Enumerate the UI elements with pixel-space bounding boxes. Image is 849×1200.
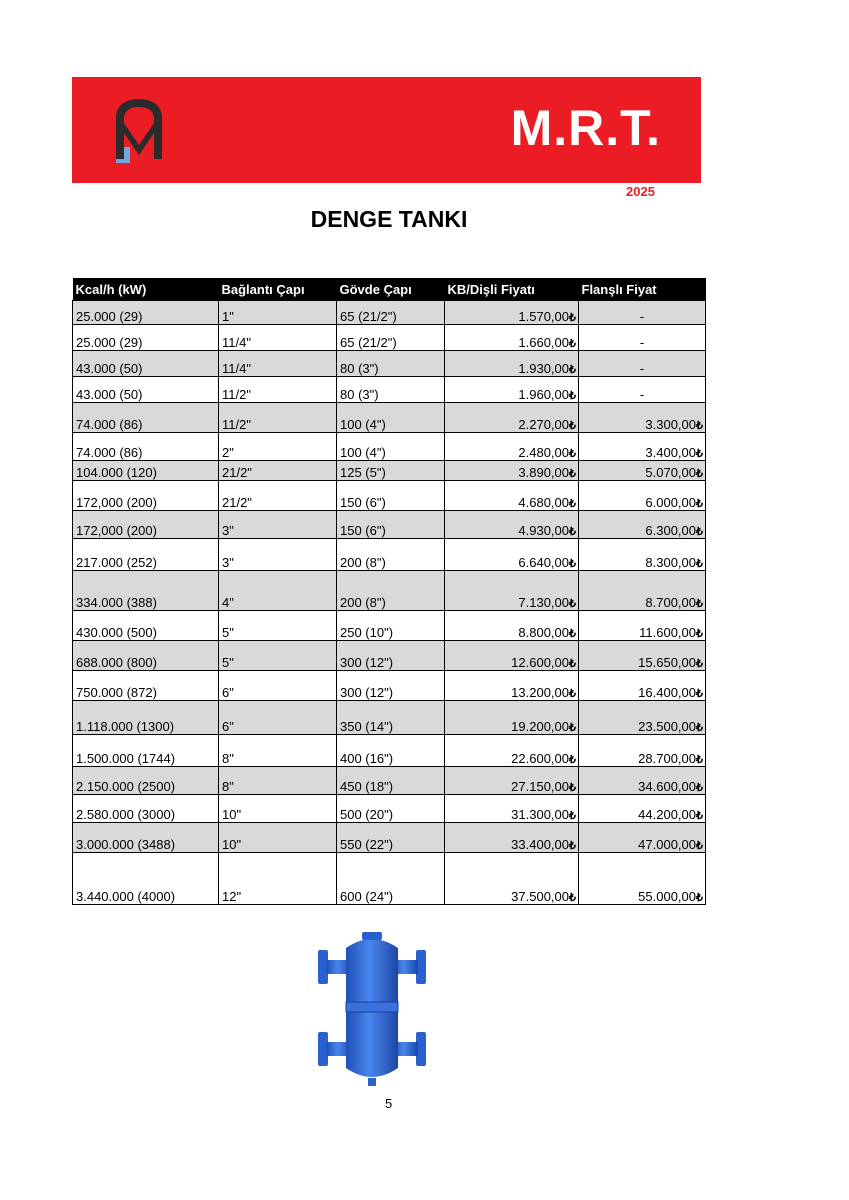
table-cell: 6" [219,671,337,701]
table-cell: 217.000 (252) [73,539,219,571]
currency-symbol: ₺ [696,498,703,510]
table-cell: 11.600,00₺ [579,611,706,641]
currency-symbol: ₺ [569,688,576,700]
table-cell: 11/2" [219,377,337,403]
currency-symbol: ₺ [569,558,576,570]
table-row [73,853,706,905]
table-cell: 47.000,00₺ [579,823,706,853]
table-cell: - [579,325,706,351]
table-cell: 10" [219,795,337,823]
table-cell: 65 (21/2") [337,301,445,325]
currency-symbol: ₺ [696,658,703,670]
currency-symbol: ₺ [569,892,576,904]
table-cell: 300 (12") [337,641,445,671]
table-row [73,701,706,735]
table-row [73,611,706,641]
table-cell: 65 (21/2") [337,325,445,351]
header-banner [72,77,701,183]
table-cell: 450 (18") [337,767,445,795]
currency-symbol: ₺ [569,526,576,538]
table-cell: 1.570,00₺ [445,301,579,325]
currency-symbol: ₺ [696,782,703,794]
table-cell: 8.700,00₺ [579,571,706,611]
table-row [73,823,706,853]
table-header-row [73,278,706,301]
table-cell: 1.960,00₺ [445,377,579,403]
table-cell: 6.640,00₺ [445,539,579,571]
currency-symbol: ₺ [696,420,703,432]
table-cell: 23.500,00₺ [579,701,706,735]
table-cell: 33.400,00₺ [445,823,579,853]
year-label: 2025 [626,184,655,199]
table-cell: 3.890,00₺ [445,461,579,481]
table-cell: 34.600,00₺ [579,767,706,795]
table-cell: 16.400,00₺ [579,671,706,701]
table-row [73,767,706,795]
table-cell: 172,000 (200) [73,481,219,511]
table-cell: 5" [219,641,337,671]
table-cell: - [579,377,706,403]
table-cell: 150 (6") [337,511,445,539]
table-cell: 44.200,00₺ [579,795,706,823]
table-row [73,481,706,511]
table-cell: 12.600,00₺ [445,641,579,671]
table-cell: 500 (20") [337,795,445,823]
currency-symbol: ₺ [569,782,576,794]
table-row [73,433,706,461]
column-header: Kcal/h (kW) [73,278,219,301]
table-cell: 25.000 (29) [73,325,219,351]
currency-symbol: ₺ [569,722,576,734]
table-cell: 74.000 (86) [73,433,219,461]
table-cell: 43.000 (50) [73,377,219,403]
table-row [73,461,706,481]
table-row [73,377,706,403]
table-cell: 4" [219,571,337,611]
table-cell: 200 (8") [337,571,445,611]
table-cell: 28.700,00₺ [579,735,706,767]
balance-tank-icon [312,928,432,1090]
currency-symbol: ₺ [569,810,576,822]
table-cell: - [579,301,706,325]
table-cell: 12" [219,853,337,905]
currency-symbol: ₺ [696,468,703,480]
table-cell: 3" [219,511,337,539]
table-cell: 11/4" [219,325,337,351]
mrt-logo-icon [110,93,168,167]
currency-symbol: ₺ [569,658,576,670]
column-header: Gövde Çapı [337,278,445,301]
table-cell: 15.650,00₺ [579,641,706,671]
table-row [73,511,706,539]
currency-symbol: ₺ [696,840,703,852]
table-row [73,795,706,823]
currency-symbol: ₺ [569,390,576,402]
table-cell: 80 (3") [337,377,445,403]
table-cell: 750.000 (872) [73,671,219,701]
table-cell: 21/2" [219,461,337,481]
currency-symbol: ₺ [569,754,576,766]
table-cell: 19.200,00₺ [445,701,579,735]
column-header: Flanşlı Fiyat [579,278,706,301]
table-cell: 334.000 (388) [73,571,219,611]
table-cell: 104.000 (120) [73,461,219,481]
table-cell: 688.000 (800) [73,641,219,671]
currency-symbol: ₺ [696,628,703,640]
table-cell: 80 (3") [337,351,445,377]
currency-symbol: ₺ [696,598,703,610]
table-cell: 1" [219,301,337,325]
currency-symbol: ₺ [696,892,703,904]
table-cell: 22.600,00₺ [445,735,579,767]
table-cell: 6.300,00₺ [579,511,706,539]
currency-symbol: ₺ [696,526,703,538]
currency-symbol: ₺ [696,722,703,734]
table-cell: 8" [219,767,337,795]
currency-symbol: ₺ [569,448,576,460]
table-cell: 31.300,00₺ [445,795,579,823]
table-cell: 550 (22") [337,823,445,853]
table-cell: 200 (8") [337,539,445,571]
table-cell: 6.000,00₺ [579,481,706,511]
column-header: Bağlantı Çapı [219,278,337,301]
table-cell: 13.200,00₺ [445,671,579,701]
table-row [73,325,706,351]
table-cell: 21/2" [219,481,337,511]
table-cell: 250 (10") [337,611,445,641]
table-cell: 2.270,00₺ [445,403,579,433]
table-cell: 8.300,00₺ [579,539,706,571]
table-cell: 7.130,00₺ [445,571,579,611]
table-cell: 150 (6") [337,481,445,511]
table-cell: 100 (4") [337,403,445,433]
table-cell: 1.930,00₺ [445,351,579,377]
table-cell: 300 (12") [337,671,445,701]
table-cell: 8" [219,735,337,767]
table-row [73,671,706,701]
page-title: DENGE TANKI [310,206,468,232]
table-row [73,351,706,377]
currency-symbol: ₺ [569,840,576,852]
table-cell: 3.440.000 (4000) [73,853,219,905]
table-cell: 400 (16") [337,735,445,767]
currency-symbol: ₺ [569,468,576,480]
table-cell: 100 (4") [337,433,445,461]
currency-symbol: ₺ [696,810,703,822]
table-cell: 5" [219,611,337,641]
currency-symbol: ₺ [696,688,703,700]
brand-name: M.R.T. [510,100,661,156]
table-cell: 5.070,00₺ [579,461,706,481]
table-cell: 10" [219,823,337,853]
table-cell: 1.660,00₺ [445,325,579,351]
currency-symbol: ₺ [696,754,703,766]
table-cell: 27.150,00₺ [445,767,579,795]
table-cell: 43.000 (50) [73,351,219,377]
column-header: KB/Dişli Fiyatı [445,278,579,301]
table-cell: 3.400,00₺ [579,433,706,461]
price-table [72,278,706,905]
table-cell: 4.930,00₺ [445,511,579,539]
table-cell: 172,000 (200) [73,511,219,539]
currency-symbol: ₺ [569,364,576,376]
table-cell: 350 (14") [337,701,445,735]
table-row [73,403,706,433]
page-number: 5 [385,1096,393,1111]
currency-symbol: ₺ [569,420,576,432]
table-cell: 11/2" [219,403,337,433]
table-cell: 74.000 (86) [73,403,219,433]
table-cell: 55.000,00₺ [579,853,706,905]
table-row [73,641,706,671]
table-cell: - [579,351,706,377]
currency-symbol: ₺ [569,338,576,350]
table-cell: 3.300,00₺ [579,403,706,433]
table-cell: 3" [219,539,337,571]
table-cell: 1.500.000 (1744) [73,735,219,767]
table-cell: 25.000 (29) [73,301,219,325]
table-cell: 2.480,00₺ [445,433,579,461]
table-cell: 2.150.000 (2500) [73,767,219,795]
table-cell: 37.500,00₺ [445,853,579,905]
table-row [73,301,706,325]
table-cell: 2.580.000 (3000) [73,795,219,823]
table-cell: 6" [219,701,337,735]
table-cell: 2" [219,433,337,461]
currency-symbol: ₺ [569,498,576,510]
table-cell: 3.000.000 (3488) [73,823,219,853]
currency-symbol: ₺ [696,448,703,460]
table-cell: 1.118.000 (1300) [73,701,219,735]
table-row [73,571,706,611]
table-row [73,539,706,571]
table-cell: 4.680,00₺ [445,481,579,511]
currency-symbol: ₺ [569,598,576,610]
currency-symbol: ₺ [696,558,703,570]
table-cell: 600 (24") [337,853,445,905]
table-cell: 11/4" [219,351,337,377]
table-row [73,735,706,767]
currency-symbol: ₺ [569,312,576,324]
table-cell: 8.800,00₺ [445,611,579,641]
table-cell: 125 (5") [337,461,445,481]
currency-symbol: ₺ [569,628,576,640]
table-cell: 430.000 (500) [73,611,219,641]
